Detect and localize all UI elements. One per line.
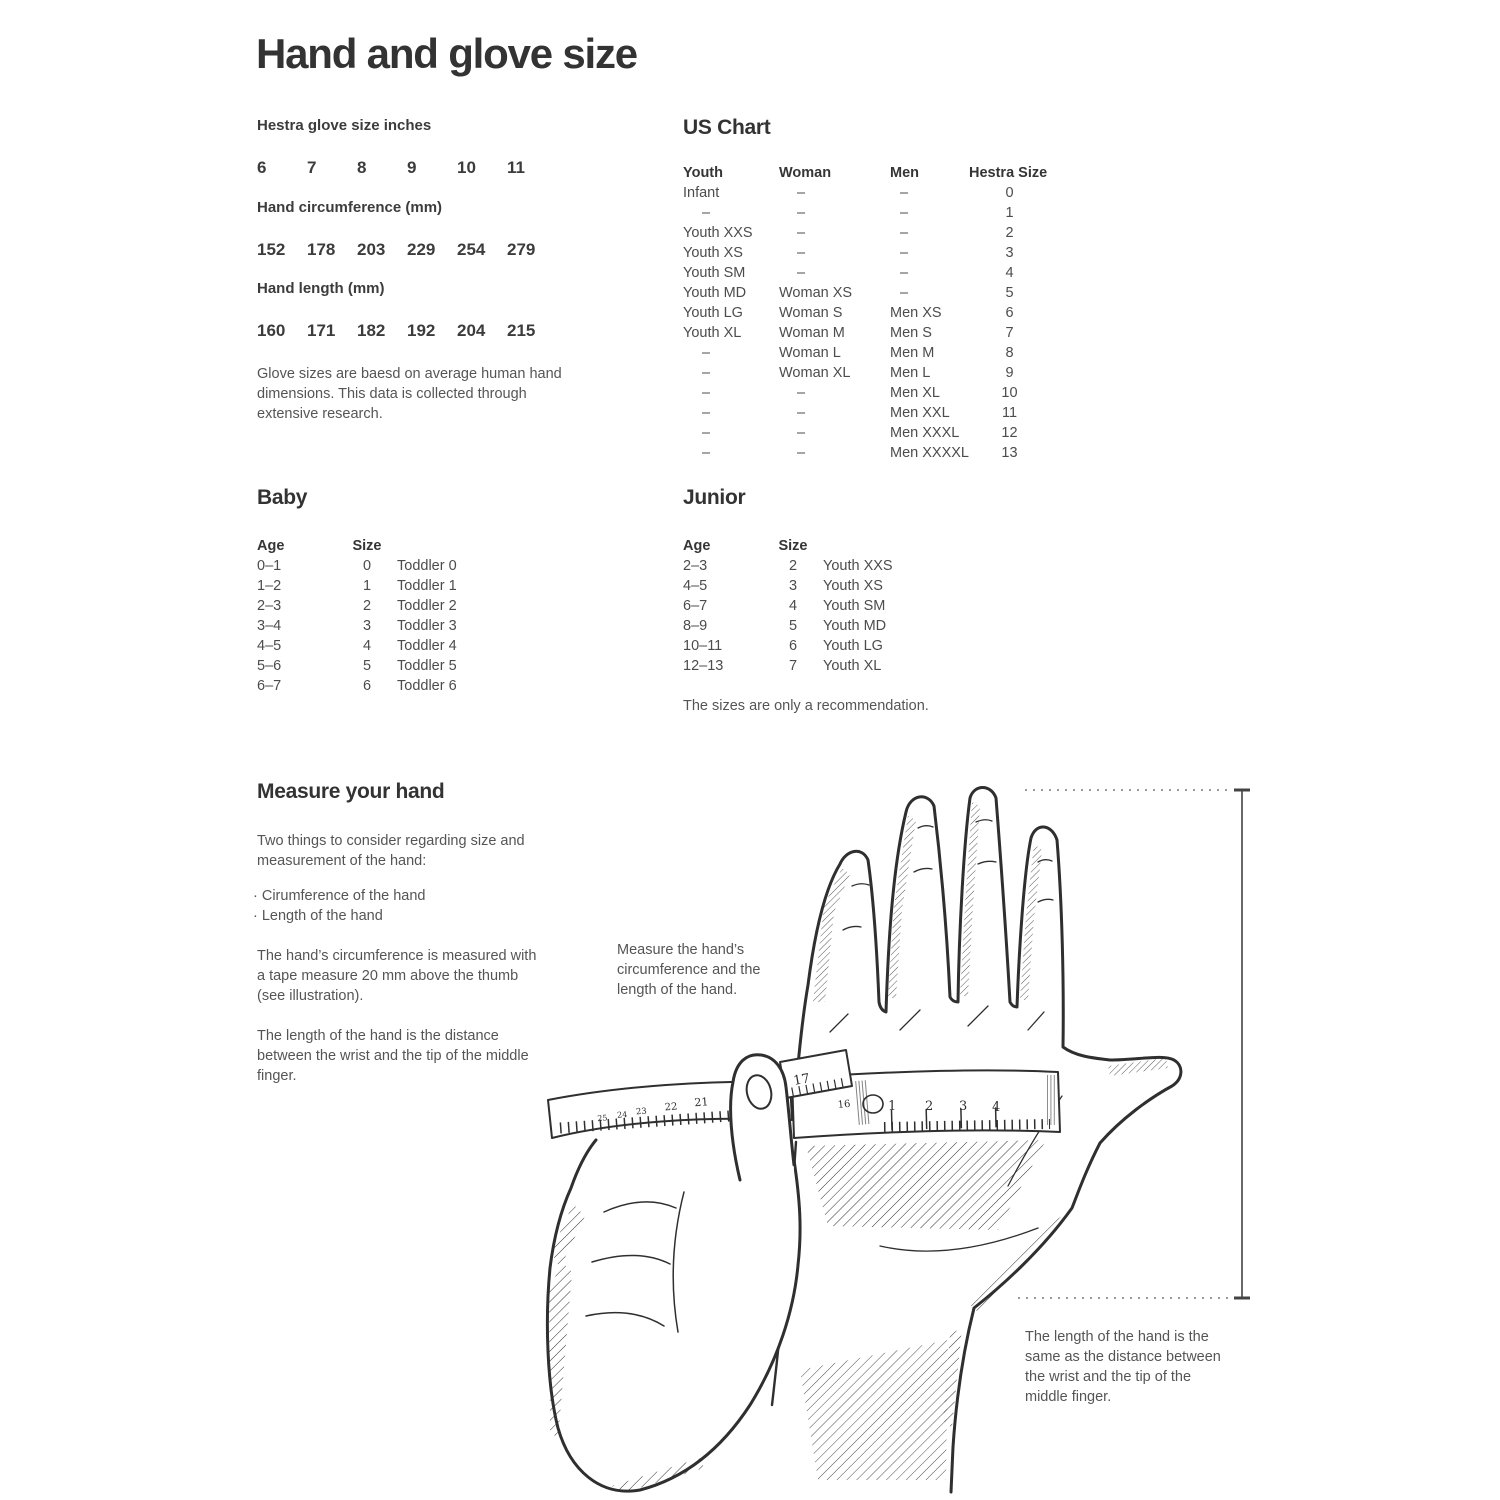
table-row: 6–7 4 Youth SM (683, 598, 886, 614)
size-value: 6 (257, 158, 267, 177)
table-row: – – – 1 (702, 205, 1014, 221)
size-value: 279 (507, 240, 536, 259)
size-value: 160 (257, 321, 286, 340)
tape-rivet-hole (863, 1095, 883, 1113)
hand-length-values (257, 321, 557, 341)
size-value: 8 (357, 158, 367, 177)
us-chart-header-row (683, 163, 1050, 183)
col-header-woman: Woman (779, 165, 832, 181)
size-value: 152 (257, 240, 286, 259)
measure-intro: Two things to consider regarding size and measurement of the hand: (257, 833, 525, 869)
col-header-youth: Youth (683, 165, 723, 181)
svg-text:1: 1 (888, 1099, 897, 1114)
svg-text:16: 16 (837, 1098, 851, 1111)
table-row: 10–11 6 Youth LG (683, 638, 883, 654)
size-note (257, 364, 562, 424)
col-header-men: Men (890, 165, 919, 181)
size-value: 192 (407, 321, 436, 340)
table-row: Youth XS – – 3 (683, 245, 1014, 261)
table-row: 2–3 2 Toddler 2 (257, 598, 457, 614)
table-row: – Woman L Men M 8 (702, 345, 1014, 361)
baby-header-row: Age Size (257, 538, 382, 554)
table-row: 4–5 3 Youth XS (683, 578, 883, 594)
table-row: Youth MD Woman XS – 5 (683, 285, 1014, 301)
us-chart-heading: US Chart (683, 116, 771, 139)
table-row: 1–2 1 Toddler 1 (257, 578, 457, 594)
note-line: dimensions. This data is collected through (257, 386, 527, 402)
page-title: Hand and glove size (256, 30, 637, 77)
hand-length-label: Hand length (mm) (257, 280, 385, 297)
table-row: Youth SM – – 4 (683, 265, 1014, 281)
size-value: 229 (407, 240, 436, 259)
table-row: Infant – – 0 (683, 185, 1014, 201)
table-row: 2–3 2 Youth XXS (683, 558, 893, 574)
table-row: Youth LG Woman S Men XS 6 (683, 305, 1014, 321)
table-row: 5–6 5 Toddler 5 (257, 658, 457, 674)
size-value: 204 (457, 321, 486, 340)
size-value: 7 (307, 158, 317, 177)
table-row: 0–1 0 Toddler 0 (257, 558, 457, 574)
svg-text:2: 2 (925, 1099, 934, 1114)
table-row: – – Men XXL 11 (702, 405, 1018, 421)
junior-table (683, 536, 893, 676)
junior-heading: Junior (683, 486, 746, 509)
junior-header-row: Age Size (683, 538, 808, 554)
svg-text:4: 4 (992, 1100, 1001, 1115)
size-value: 178 (307, 240, 336, 259)
col-header-hestra-size: Hestra Size (969, 165, 1048, 181)
svg-text:24: 24 (616, 1109, 628, 1120)
table-row: 8–9 5 Youth MD (683, 618, 887, 634)
size-value: 203 (357, 240, 386, 259)
measure-bullets (253, 886, 425, 926)
pinching-thumb (731, 1055, 794, 1182)
size-value: 254 (457, 240, 486, 259)
size-value: 10 (457, 158, 476, 177)
size-value: 9 (407, 158, 417, 177)
table-row: – – Men XL 10 (702, 385, 1018, 401)
bullet-item: · Length of the hand (253, 908, 383, 924)
size-value: 215 (507, 321, 536, 340)
table-row: – – Men XXXL 12 (702, 425, 1018, 441)
measure-heading: Measure your hand (257, 780, 445, 803)
note-line: extensive research. (257, 406, 383, 422)
table-row: 3–4 3 Toddler 3 (257, 618, 457, 634)
measure-paragraph-length: The length of the hand is the distance between the wrist and the tip of the middle finger. (257, 1028, 529, 1084)
table-row: – Woman XL Men L 9 (702, 365, 1014, 381)
hand-circumference-values (257, 240, 557, 260)
table-row: 6–7 6 Toddler 6 (257, 678, 457, 694)
measure-paragraph-circumference: The hand’s circumference is measured with a tape measure 20 mm above the thumb (see illustration). (257, 948, 537, 1004)
table-row: Youth XL Woman M Men S 7 (683, 325, 1014, 341)
junior-note: The sizes are only a recommendation. (683, 698, 929, 714)
illustration-caption-left: Measure the hand’s circumference and the length of the hand. (617, 942, 761, 998)
table-row: 12–13 7 Youth XL (683, 658, 882, 674)
svg-text:25: 25 (596, 1113, 608, 1124)
size-value: 171 (307, 321, 336, 340)
size-value: 11 (507, 158, 525, 177)
illustration-caption-right: The length of the hand is the same as the distance between the wrist and the tip of the middle finger. (1025, 1329, 1221, 1405)
svg-text:21: 21 (693, 1095, 709, 1110)
table-row: Youth XXS – – 2 (683, 225, 1014, 241)
hand-circumference-label: Hand circumference (mm) (257, 199, 443, 216)
baby-table (257, 536, 457, 696)
bullet-item: · Cirumference of the hand (253, 888, 426, 904)
holding-hand (547, 1140, 800, 1494)
svg-text:22: 22 (664, 1101, 678, 1114)
svg-text:23: 23 (635, 1106, 648, 1118)
glove-size-inches-values (257, 158, 557, 178)
us-chart-table (683, 163, 1050, 463)
size-value: 182 (357, 321, 386, 340)
svg-text:3: 3 (959, 1099, 968, 1114)
table-row: – – Men XXXXL 13 (702, 445, 1018, 461)
baby-heading: Baby (257, 486, 308, 509)
svg-text:17: 17 (792, 1071, 812, 1089)
note-line: Glove sizes are baesd on average human hand (257, 366, 562, 382)
glove-size-inches-label: Hestra glove size inches (257, 117, 432, 134)
table-row: 4–5 4 Toddler 4 (257, 638, 457, 654)
